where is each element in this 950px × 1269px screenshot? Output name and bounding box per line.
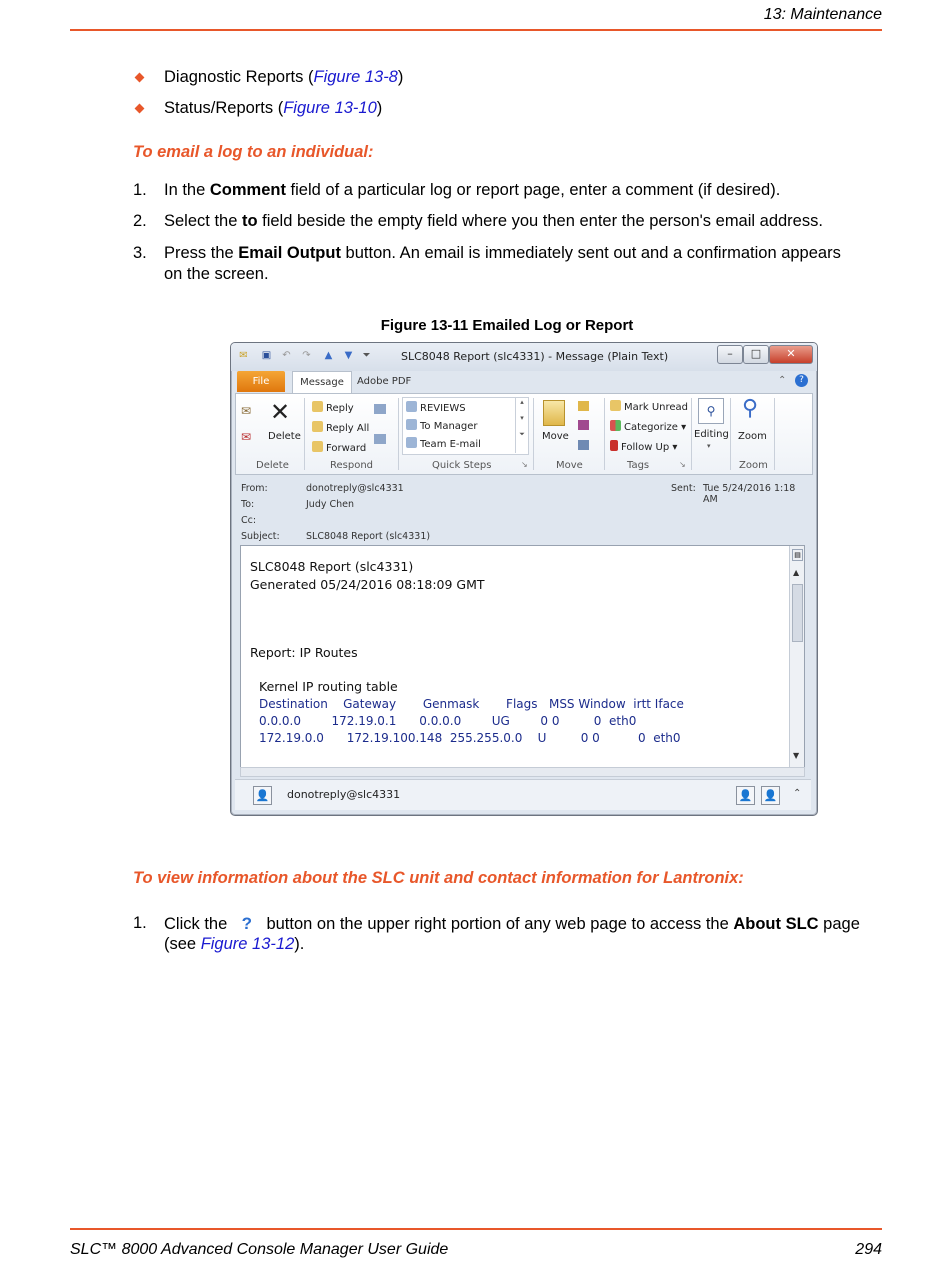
reply-all-icon [312,421,323,432]
step-text-continued: on the screen. [164,265,269,283]
minimize-button[interactable]: – [717,345,743,364]
scroll-thumb[interactable] [792,584,803,642]
step-text [164,180,780,201]
group-label-zoom: Zoom [739,460,768,471]
follow-up-button[interactable]: Follow Up ▾ [610,440,677,453]
gallery-scroll-icon[interactable]: ▴ ▾ ⏷ [515,398,528,453]
body-line: Generated 05/24/2016 08:18:09 GMT [250,577,485,592]
editing-dropdown-icon[interactable]: ▾ [707,442,711,450]
close-button[interactable]: ✕ [769,345,813,364]
vertical-scrollbar[interactable] [789,546,804,767]
customize-toolbar-icon[interactable]: ⏷ [362,350,371,361]
step-text-part: button on the upper right portion of any web page to access the [261,915,734,933]
step-text-part: (see [164,935,201,953]
envelope-icon: ✉ [239,350,248,361]
step-bold: to [241,212,258,230]
quick-step-icon [406,419,417,430]
cc-label: Cc: [241,515,257,526]
page-number: 294 [855,1241,882,1258]
avatar-icon[interactable]: 👤 [736,786,755,805]
reply-label: Reply [326,403,354,414]
tab-adobe-pdf[interactable]: Adobe PDF [357,376,412,387]
mark-unread-label: Mark Unread [624,402,689,413]
reply-icon [312,401,323,412]
help-icon[interactable]: ? [795,374,808,387]
step-text-part: Press the [164,244,239,262]
body-line: SLC8048 Report (slc4331) [250,559,414,574]
step-text [164,243,841,264]
step-text-continued [164,934,304,955]
ribbon-separator [604,398,605,470]
expand-pane-icon[interactable]: ⌃ [793,788,802,799]
bullet-text-close: ) [397,68,404,86]
bullet-item [164,98,382,119]
from-value[interactable]: donotreply@slc4331 [306,483,404,494]
maximize-button[interactable]: □ [743,345,769,364]
reply-all-label: Reply All [326,423,370,434]
routing-table-title: Kernel IP routing table [259,679,398,694]
group-label-respond: Respond [330,460,374,471]
bullet-diamond-icon [135,104,145,114]
meeting-icon[interactable] [374,404,386,414]
figure-link[interactable]: Figure 13-12 [200,935,295,953]
help-question-icon: ? [241,914,253,933]
undo-icon[interactable]: ↶ [282,350,291,361]
cleanup-icon[interactable]: ✉ [241,430,252,444]
routing-table-row: 172.19.0.0 172.19.100.148 255.255.0.0 U 0 0 0 eth0 [259,731,681,745]
binoculars-icon[interactable]: ⚲ [698,398,724,424]
tab-message[interactable]: Message [292,371,352,394]
ribbon-separator [691,398,692,470]
delete-button[interactable]: Delete [268,431,301,442]
step-text [164,211,823,232]
flag-icon [610,440,618,451]
scroll-down-icon[interactable]: ▼ [793,751,800,760]
ribbon-separator [730,398,731,470]
message-body[interactable] [240,545,805,768]
figure-link[interactable]: Figure 13-10 [283,99,377,117]
routing-table-row: 0.0.0.0 172.19.0.1 0.0.0.0 UG 0 0 0 eth0 [259,714,637,728]
step-text-part: field of a particular log or report page, enter a comment (if desired). [285,181,781,199]
step-number: 3. [133,244,147,262]
footer-rule [70,1228,882,1230]
down-arrow-icon[interactable]: ▼ [344,350,353,361]
email-window [230,342,818,816]
collapse-ribbon-icon[interactable]: ⌃ [778,375,787,386]
header-rule [70,29,882,31]
quick-step-item[interactable] [406,401,466,414]
section-heading: To email a log to an individual: [133,143,374,161]
dialog-launcher-icon[interactable]: ↘ [521,460,528,469]
footer-title: SLC™ 8000 Advanced Console Manager User Guide [70,1241,449,1258]
sent-value: Tue 5/24/2016 1:18 AM [703,483,796,505]
step-number: 1. [133,181,147,199]
quick-step-icon [406,437,417,448]
redo-icon[interactable]: ↷ [302,350,311,361]
figure-link[interactable]: Figure 13-8 [313,68,398,86]
quick-steps-gallery [402,397,529,455]
quick-step-icon [406,401,417,412]
ribbon [235,393,813,475]
follow-up-label: Follow Up [621,442,670,453]
chapter-title: 13: Maintenance [763,6,882,23]
editing-button[interactable]: Editing [694,429,729,440]
subject-value: SLC8048 Report (slc4331) [306,531,431,542]
dialog-launcher-icon[interactable]: ↘ [679,460,686,469]
move-icon[interactable] [543,400,565,426]
step-text-part: In the [164,181,210,199]
to-label: To: [241,499,255,510]
step-bold: About SLC [733,915,819,933]
figure-caption: Figure 13-11 Emailed Log or Report [380,317,634,334]
categorize-button[interactable]: Categorize ▾ [610,420,686,433]
quick-step-label: Team E-mail [420,439,481,450]
envelope-icon [610,400,621,411]
ribbon-separator [398,398,399,470]
delete-icon[interactable]: ✕ [270,398,291,426]
step-text [164,913,860,935]
step-text-part: page [818,915,860,933]
group-label-tags: Tags [627,460,650,471]
group-label-move: Move [556,460,583,471]
step-text-part: field beside the empty field where you then enter the person's email address. [257,212,823,230]
ignore-icon[interactable]: ✉ [241,404,252,418]
ribbon-tabs [235,371,813,393]
zoom-button[interactable]: Zoom [738,431,767,442]
forward-button[interactable] [312,441,366,454]
move-button[interactable]: Move [542,431,569,442]
bullet-text: Diagnostic Reports ( [164,68,314,86]
sent-label: Sent: [671,483,696,494]
people-pane [235,779,811,810]
bullet-item [164,67,403,88]
magnifier-icon[interactable]: ⚲ [742,396,759,421]
quick-step-label: REVIEWS [420,403,466,414]
step-text-part: Click the [164,915,232,933]
reply-all-button[interactable] [312,421,369,434]
scroll-up-icon[interactable]: ▲ [793,568,800,577]
step-text-part: button. An email is immediately sent out and a confirmation appears [340,244,841,262]
subject-label: Subject: [241,531,280,542]
categorize-label: Categorize [624,422,678,433]
forward-label: Forward [326,443,367,454]
group-label-quick-steps: Quick Steps [432,460,492,471]
step-bold: Email Output [238,244,341,262]
report-title: Report: IP Routes [250,645,358,660]
actions-icon[interactable] [578,440,589,450]
step-number: 1. [133,914,147,932]
up-arrow-icon[interactable]: ▲ [324,350,333,361]
section-heading: To view information about the SLC unit and contact information for Lantronix: [133,869,744,887]
quick-step-item[interactable] [406,437,481,450]
save-icon[interactable]: ▣ [261,350,272,361]
bullet-text-close: ) [376,99,383,117]
horizontal-scrollbar[interactable] [240,767,805,777]
forward-icon [312,441,323,452]
group-label-delete: Delete [256,460,289,471]
step-number: 2. [133,212,147,230]
routing-table-header: Destination Gateway Genmask Flags MSS Window irtt Iface [259,697,684,711]
window-title: SLC8048 Report (slc4331) - Message (Plain Text) [401,350,669,363]
ribbon-separator [533,398,534,470]
more-respond-icon[interactable] [374,434,386,444]
mark-unread-button[interactable] [610,400,688,413]
onenote-icon[interactable] [578,420,589,430]
rules-icon[interactable] [578,401,589,411]
scroll-settings-icon[interactable]: ▤ [792,549,803,561]
ribbon-separator [304,398,305,470]
tab-file[interactable]: File [237,371,285,392]
window-titlebar [231,343,817,371]
categorize-icon [610,420,621,431]
reply-button[interactable] [312,401,354,414]
bullet-diamond-icon [135,73,145,83]
people-pane-name[interactable]: donotreply@slc4331 [287,788,401,801]
ribbon-separator [774,398,775,470]
to-value[interactable]: Judy Chen [306,499,355,510]
step-text-part: ). [294,935,305,953]
step-text-part: Select the [164,212,242,230]
avatar-icon[interactable]: 👤 [761,786,780,805]
step-bold: Comment [209,181,286,199]
from-label: From: [241,483,268,494]
message-headers [235,475,811,543]
quick-step-item[interactable] [406,419,478,432]
bullet-text: Status/Reports ( [164,99,284,117]
avatar-icon: 👤 [253,786,272,805]
quick-step-label: To Manager [420,421,478,432]
